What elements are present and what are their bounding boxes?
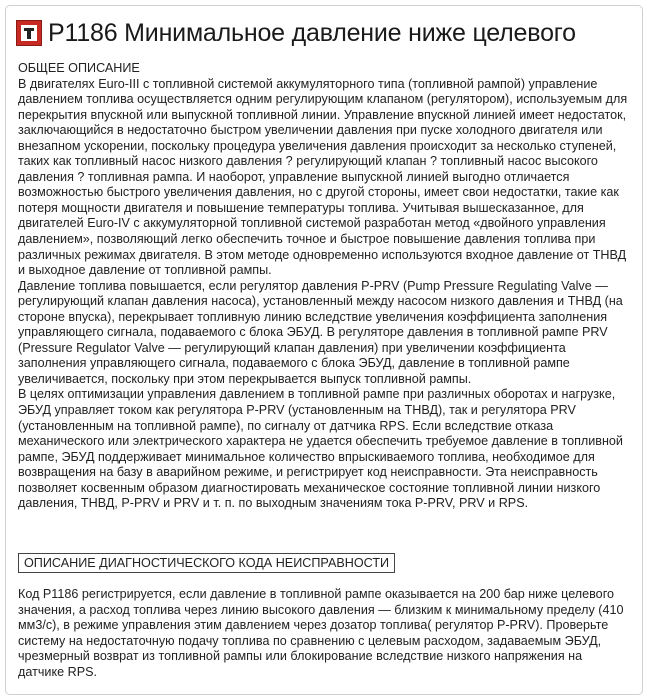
page-header [16,16,576,50]
dtc-icon [16,20,42,46]
dtc-paragraph-1: Код P1186 регистрируется, если давление в топливной рампе оказывается на 200 бар ниже целевого значения, а расход топлива через линию высокого давления — близким к минимальному пределу (410 мм3/с), в режиме управления этим давлением через дозатор топлива( регулятор P-PRV). Проверьте систему на недостаточную подачу топлива по сравнению с целевым расходом, задаваемым ЭБУД, чрезмерный возврат из топливной рампы или блокирование вследствие низкого напряжения на датчике RPS. [18,587,624,679]
general-heading: ОБЩЕЕ ОПИСАНИЕ [18,61,140,75]
dtc-heading: ОПИСАНИЕ ДИАГНОСТИЧЕСКОГО КОДА НЕИСПРАВНОСТИ [18,553,395,573]
general-paragraph-1: В двигателях Euro-III с топливной системой аккумуляторного типа (топливной рампой) управление давлением топлива осуществляется одним регулирующим клапаном (регулятором), используемым для перекрытия впускной или выпускной топливной линии. Управление впускной линией имеет недостаток, заключающийся в недостаточно быстром увеличении давления при пуске холодного двигателя или внезапном ускорении, поскольку процедура увеличения давления происходит за несколько ступеней, таких как топливный насос низкого давления ? регулирующий клапан ? топливный насос высокого давления ? топливная рампа. И наоборот, управление выпускной линией выгодно отличается возможностью быстрого увеличения давления, но с другой стороны, имеет свои недостатки, такие как потеря мощности двигателя и повышение температуры топлива. Учитывая вышесказанное, для двигателей Euro-IV с аккумуляторной топливной системой разработан метод «двойного управления давлением», позволяющий легко обеспечить точное и быстрое повышение давления топлива при различных режимах двигателя. В этом методе одновременно используются входное давление от ТНВД и выходное давление от топливной рампы. [18,76,628,278]
dtc-description [18,587,630,680]
general-description [18,61,630,512]
general-paragraph-3: В целях оптимизации управления давлением в топливной рампе при различных оборотах и нагрузке, ЭБУД управляет током как регулятора P-PRV (установленным на ТНВД), так и регулятора PRV (установленным на топливной рампе), по сигналу от датчика RPS. Если вследствие отказа механического или электрического характера не удается обеспечить требуемое давление в топливной рампе, ЭБУД поддерживает минимальное количество впрыскиваемого топлива, необходимое для возвращения на базу в аварийном режиме, и регистрирует код неисправности. Эта неисправность позволяет косвенным образом диагностировать механическое состояние топливной линии низкого давления, ТНВД, P-PRV и PRV и т. п. по выходным значениям тока P-PRV, PRV и RPS. [18,387,623,511]
page-title: P1186 Минимальное давление ниже целевого [48,18,576,47]
general-paragraph-2: Давление топлива повышается, если регулятор давления P-PRV (Pump Pressure Regulating Valve — регулирующий клапан давления насоса), установленный между насосом низкого давления и ТНВД (на стороне впуска), перекрывает топливную линию вследствие увеличения коэффициента заполнения управляющего сигнала, подаваемого с блока ЭБУД. В регуляторе давления в топливной рампе PRV (Pressure Regulator Valve — регулирующий клапан давления) при увеличении коэффициента заполнения управляющего сигнала, подаваемого с блока ЭБУД, давление в топливной рампе увеличивается, поскольку при этом перекрывается выпуск топливной рампы. [18,278,623,386]
